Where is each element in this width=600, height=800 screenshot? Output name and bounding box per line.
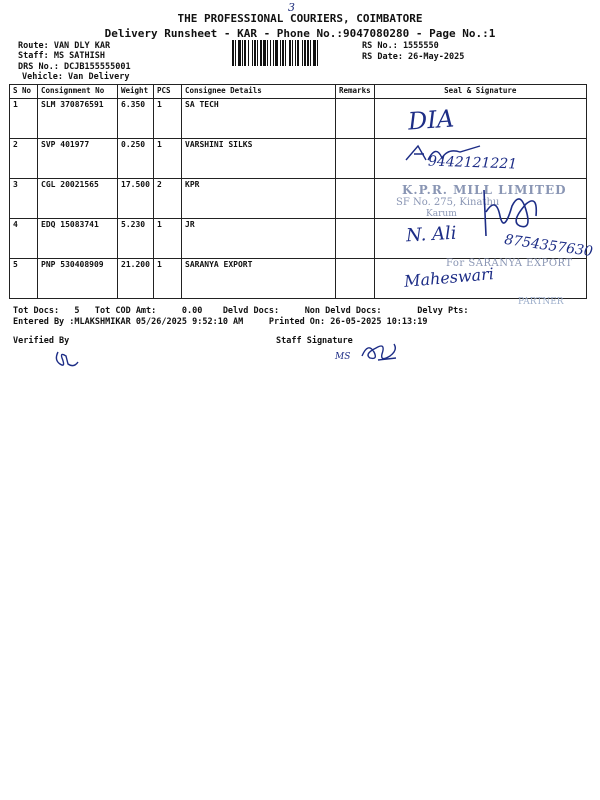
table-row (10, 99, 587, 139)
phone-row4: 8754357630 (503, 231, 594, 261)
kpr-stamp-city: Karum (426, 209, 457, 219)
cell-consignment: SLM 370876591 (38, 99, 118, 139)
rs-date-text: RS Date: 26-May-2025 (362, 52, 465, 62)
staff-signature (358, 338, 402, 364)
cell-consignee: SARANYA EXPORT (182, 259, 336, 299)
signature-row1: DIA (407, 104, 455, 136)
company-title: THE PROFESSIONAL COURIERS, COIMBATORE (177, 12, 423, 25)
cell-remarks (336, 139, 375, 179)
cell-consignment: PNP 530408909 (38, 259, 118, 299)
barcode-image (232, 40, 356, 66)
entered-by-line: Entered By :MLAKSHMIKAR 05/26/2025 9:52:10 AM Printed On: 26-05-2025 10:13:19 (13, 317, 428, 327)
rs-number-text: RS No.: 1555550 (362, 41, 439, 51)
col-header-seal: Seal & Signature (374, 85, 586, 99)
col-header-remarks: Remarks (336, 85, 375, 99)
cell-signature (374, 99, 586, 139)
vehicle-text: Vehicle: Van Delivery (22, 72, 130, 82)
cell-sno: 4 (10, 219, 38, 259)
col-header-consignment: Consignment No (38, 85, 118, 99)
totals-line: Tot Docs: 5 Tot COD Amt: 0.00 Delvd Docs: Non Delvd Docs: Delvy Pts: (13, 306, 469, 316)
cell-weight: 17.500 (118, 179, 154, 219)
saranya-stamp: For SARANYA EXPORT (446, 258, 573, 269)
runsheet-subtitle: Delivery Runsheet - KAR - Phone No.:9047080280 - Page No.:1 (104, 27, 496, 40)
staff-text: Staff: MS SATHISH (18, 51, 105, 61)
col-header-weight: Weight (118, 85, 154, 99)
cell-sno: 3 (10, 179, 38, 219)
verified-by-label: Verified By (13, 336, 70, 346)
kpr-stamp-address: SF No. 275, Kinathu (396, 197, 500, 208)
drs-text: DRS No.: DCJB155555001 (18, 62, 131, 72)
table-header-row (10, 85, 587, 99)
staff-initials: MS (335, 352, 351, 362)
cell-sno: 1 (10, 99, 38, 139)
cell-sno: 5 (10, 259, 38, 299)
signature-row4: N. Ali (405, 222, 458, 247)
cell-consignee: VARSHINI SILKS (182, 139, 336, 179)
col-header-pcs: PCS (154, 85, 182, 99)
kpr-stamp-name: K.P.R. MILL LIMITED (402, 183, 567, 197)
cell-pcs: 1 (154, 99, 182, 139)
cell-consignee: SA TECH (182, 99, 336, 139)
cell-consignment: SVP 401977 (38, 139, 118, 179)
cell-consignee: JR (182, 219, 336, 259)
cell-pcs: 1 (154, 219, 182, 259)
cell-consignment: EDQ 15083741 (38, 219, 118, 259)
cell-weight: 21.200 (118, 259, 154, 299)
staff-signature-label: Staff Signature (276, 336, 353, 346)
cell-weight: 5.230 (118, 219, 154, 259)
route-text: Route: VAN DLY KAR (18, 41, 111, 51)
col-header-sno: S No (10, 85, 38, 99)
cell-weight: 0.250 (118, 139, 154, 179)
cell-remarks (336, 259, 375, 299)
cell-remarks (336, 219, 375, 259)
partner-stamp: PARTNER (518, 297, 564, 307)
cell-sno: 2 (10, 139, 38, 179)
cell-weight: 6.350 (118, 99, 154, 139)
phone-row2: 9442121221 (427, 153, 518, 173)
cell-consignment: CGL 20021565 (38, 179, 118, 219)
cell-pcs: 1 (154, 139, 182, 179)
cell-remarks (336, 179, 375, 219)
verified-signature (52, 348, 82, 370)
cell-pcs: 1 (154, 259, 182, 299)
signature-row5: Maheswari (403, 264, 495, 291)
handwritten-page-mark: 3 (288, 1, 295, 14)
cell-consignee: KPR (182, 179, 336, 219)
col-header-consignee: Consignee Details (182, 85, 336, 99)
cell-pcs: 2 (154, 179, 182, 219)
cell-remarks (336, 99, 375, 139)
